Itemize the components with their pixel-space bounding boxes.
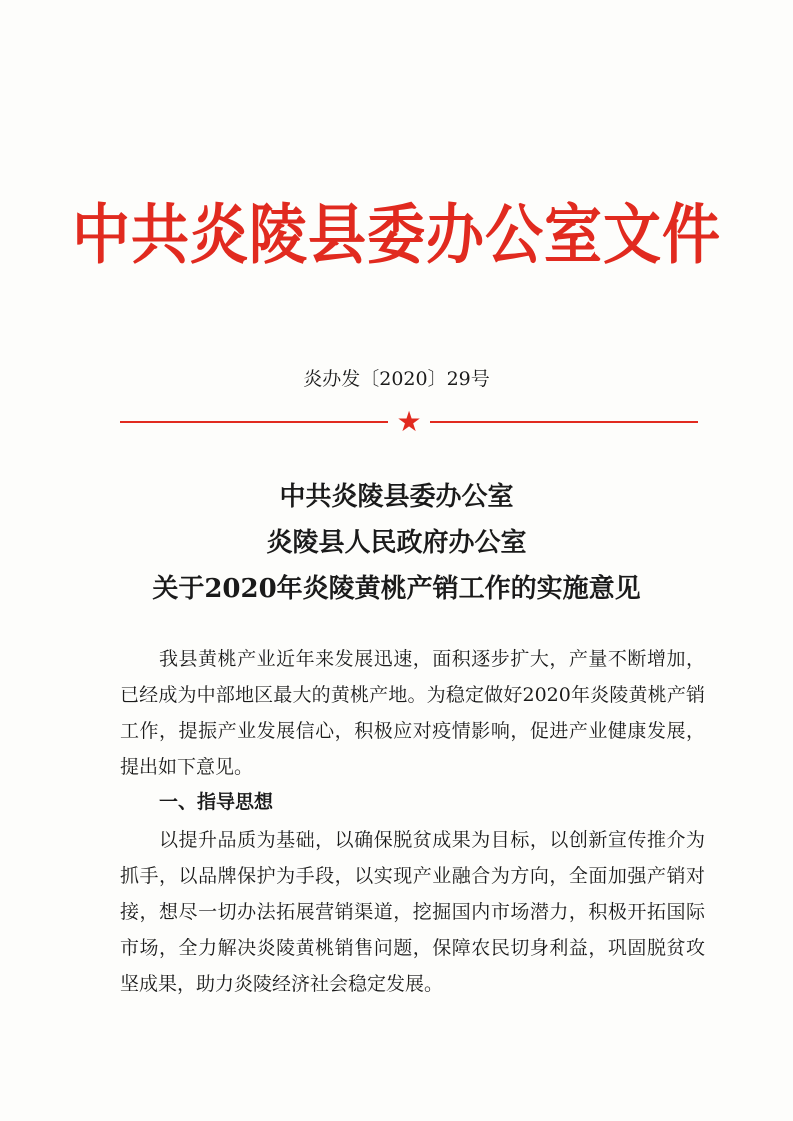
red-divider	[120, 405, 698, 438]
intro-paragraph: 我县黄桃产业近年来发展迅速，面积逐步扩大，产量不断增加，已经成为中部地区最大的黄桃产地。为稳定做好2020年炎陵黄桃产销工作，提振产业发展信心，积极应对疫情影响，促进产业健康发展，提出如下意见。	[120, 648, 705, 778]
document-number: 炎办发〔2020〕29号	[303, 368, 490, 390]
title-line-2: 炎陵县人民政府办公室	[266, 528, 527, 558]
masthead-title: 中共炎陵县委办公室文件	[71, 196, 721, 273]
divider-line-right	[430, 421, 698, 423]
section-heading-1: 一、指导思想	[159, 791, 274, 813]
title-line-3: 关于2020年炎陵黄桃产销工作的实施意见	[152, 574, 641, 604]
star-icon: ★	[396, 405, 422, 438]
section-1-paragraph: 以提升品质为基础，以确保脱贫成果为目标，以创新宣传推介为抓手，以品牌保护为手段，以实现产业融合为方向，全面加强产销对接，想尽一切办法拓展营销渠道，挖掘国内市场潜力，积极开拓国际市场，全力解决炎陵黄桃销售问题，保障农民切身利益，巩固脱贫攻坚成果，助力炎陵经济社会稳定发展。	[120, 829, 705, 995]
title-line-1: 中共炎陵县委办公室	[279, 482, 514, 512]
divider-line-left	[120, 421, 388, 423]
